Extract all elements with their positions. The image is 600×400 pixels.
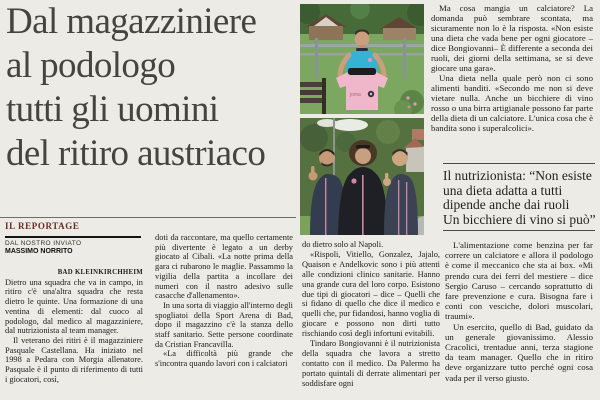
- body-paragraph: L'alimentazione come benzina per far correre un calciatore e allora il podologo è come il meccanico che sta ai box. «Mi prendo cura dei ferri del mestiere – dice Sergio Caruso – cercando soprattutto di fare prevenzione e cura. Bisogna fare i conti con vesciche, dolori muscolari, traumi».: [445, 240, 593, 322]
- body-paragraph: do dietro solo al Napoli.: [302, 240, 384, 249]
- body-paragraph: In una sorta di viaggio all'interno degli spogliatoi della Sport Arena di Bad, dopo il magazzino c'è la stanza dello staff sanitario. Sette persone coordinate da Cristian Francavilla.: [155, 300, 293, 349]
- body-paragraph: Un esercito, quello di Bad, guidato da un generale giovanissimo. Alessio Cracolici, trentadue anni, terza stagione da team manager. Quello che in ritiro deve organizzare tutto perché ogni cosa vada per il verso giusto.: [445, 321, 593, 383]
- article-headline: [6, 0, 298, 176]
- jersey-photo-illustration: [300, 4, 424, 114]
- article-column-3: [302, 240, 440, 398]
- dateline: BAD KLEINKIRCHHEIM: [57, 269, 143, 276]
- headline-divider-rule: [0, 217, 296, 218]
- body-paragraph: Dietro una squadra che va in campo, in ritiro c'è una'altra squadra che resta dietro le quinte. Una formazione di una ventina di elementi: dal cuoco al podologo, dal medico al magazziniere, dal nutrizionista al team manager.: [5, 277, 143, 336]
- pull-quote-line: Il nutrizionista: “Non esiste: [443, 168, 592, 183]
- body-paragraph: Una dieta nella quale però non ci sono alimenti banditi. «Secondo me non si deve vietare nulla. Anche un bicchiere di vino rosso o una birra artigianale possono far parte della dieta di un calciatore. L'unica cosa che è bandita sono i superalcolici».: [431, 73, 593, 133]
- headline-line: al podologo: [6, 45, 176, 86]
- headline-line: del ritiro austriaco: [6, 133, 266, 174]
- byline-author: MASSIMO NORRITO: [5, 248, 73, 255]
- palermo-staff-group-photo: [300, 118, 424, 235]
- pull-quote-line: Un bicchiere di vino si può”: [443, 211, 596, 227]
- group-photo-illustration: [300, 118, 424, 235]
- article-column-4-bottom: [445, 240, 593, 398]
- article-column-2: [155, 233, 293, 398]
- palermo-jersey-photo: [300, 4, 424, 114]
- body-paragraph: Ma cosa mangia un calciatore? La domanda può sembrare scontata, ma sicuramente non lo è la risposta. «Non esiste una dieta che vada bene per ogni giocatore – dice Bongiovanni– È differente a seconda dei ruoli, dei giorni della settimana, se si deve giocare una gara».: [431, 3, 593, 73]
- article-column-4-top: [431, 3, 593, 161]
- body-paragraph: Tindaro Bongiovanni è il nutrizionista della squadra che lavora a stretto contatto con il medico. Da Palermo ha portato quintali di derrate alimentari per soddisfare ogni: [302, 339, 440, 388]
- headline-line: tutti gli uomini: [6, 89, 219, 130]
- pull-quote-line: una dieta adatta a tutti: [443, 182, 563, 198]
- body-paragraph: «Rispoli, Vitiello, Gonzalez, Jajalo, Quaison e Andelkovic sono i più attenti alle condizioni clinico sanitarie. Hanno una grande cura del loro corpo. Esistono due tipi di giocatori – dice – Quelli che si fidano di quello che dice il medico e quelli che, pur fidandosi, hanno voglia di giocare e possono non dirti tutto rischiando così degli infortuni evitabili.: [302, 249, 440, 339]
- pull-quote-line: dipende anche dai ruoli: [443, 197, 570, 212]
- body-paragraph: doti da raccontare, ma quello certamente più divertente è legato a un derby giocato al Cibali. «La notte prima della gara ci rubarono le maglie. Passammo la vigilia della partita a incollare dei numeri con il nastro adesivo sulle casacche d'allenamento».: [155, 233, 293, 301]
- byline-label: DAL NOSTRO INVIATO: [5, 240, 82, 247]
- body-paragraph: «La difficoltà più grande che s'incontra quando lavori con i calciatori: [155, 349, 293, 369]
- byline-rule: [5, 236, 141, 238]
- article-column-1: [5, 268, 143, 398]
- jersey-brand-text: joma: [350, 92, 361, 98]
- body-paragraph: Il veterano dei ritiri è il magazziniere Pasquale Castellana. Ha iniziato nel 1998 a Pedara con Morgia allenatore. Pasquale è il punto di riferimento di tutti i giocatori, così,: [5, 335, 143, 384]
- section-kicker: IL REPORTAGE: [5, 221, 80, 231]
- pullquote-rule-top: [443, 163, 595, 164]
- headline-line: Dal magazziniere: [6, 1, 257, 42]
- pull-quote: [443, 169, 597, 227]
- pullquote-rule-bottom: [443, 230, 595, 231]
